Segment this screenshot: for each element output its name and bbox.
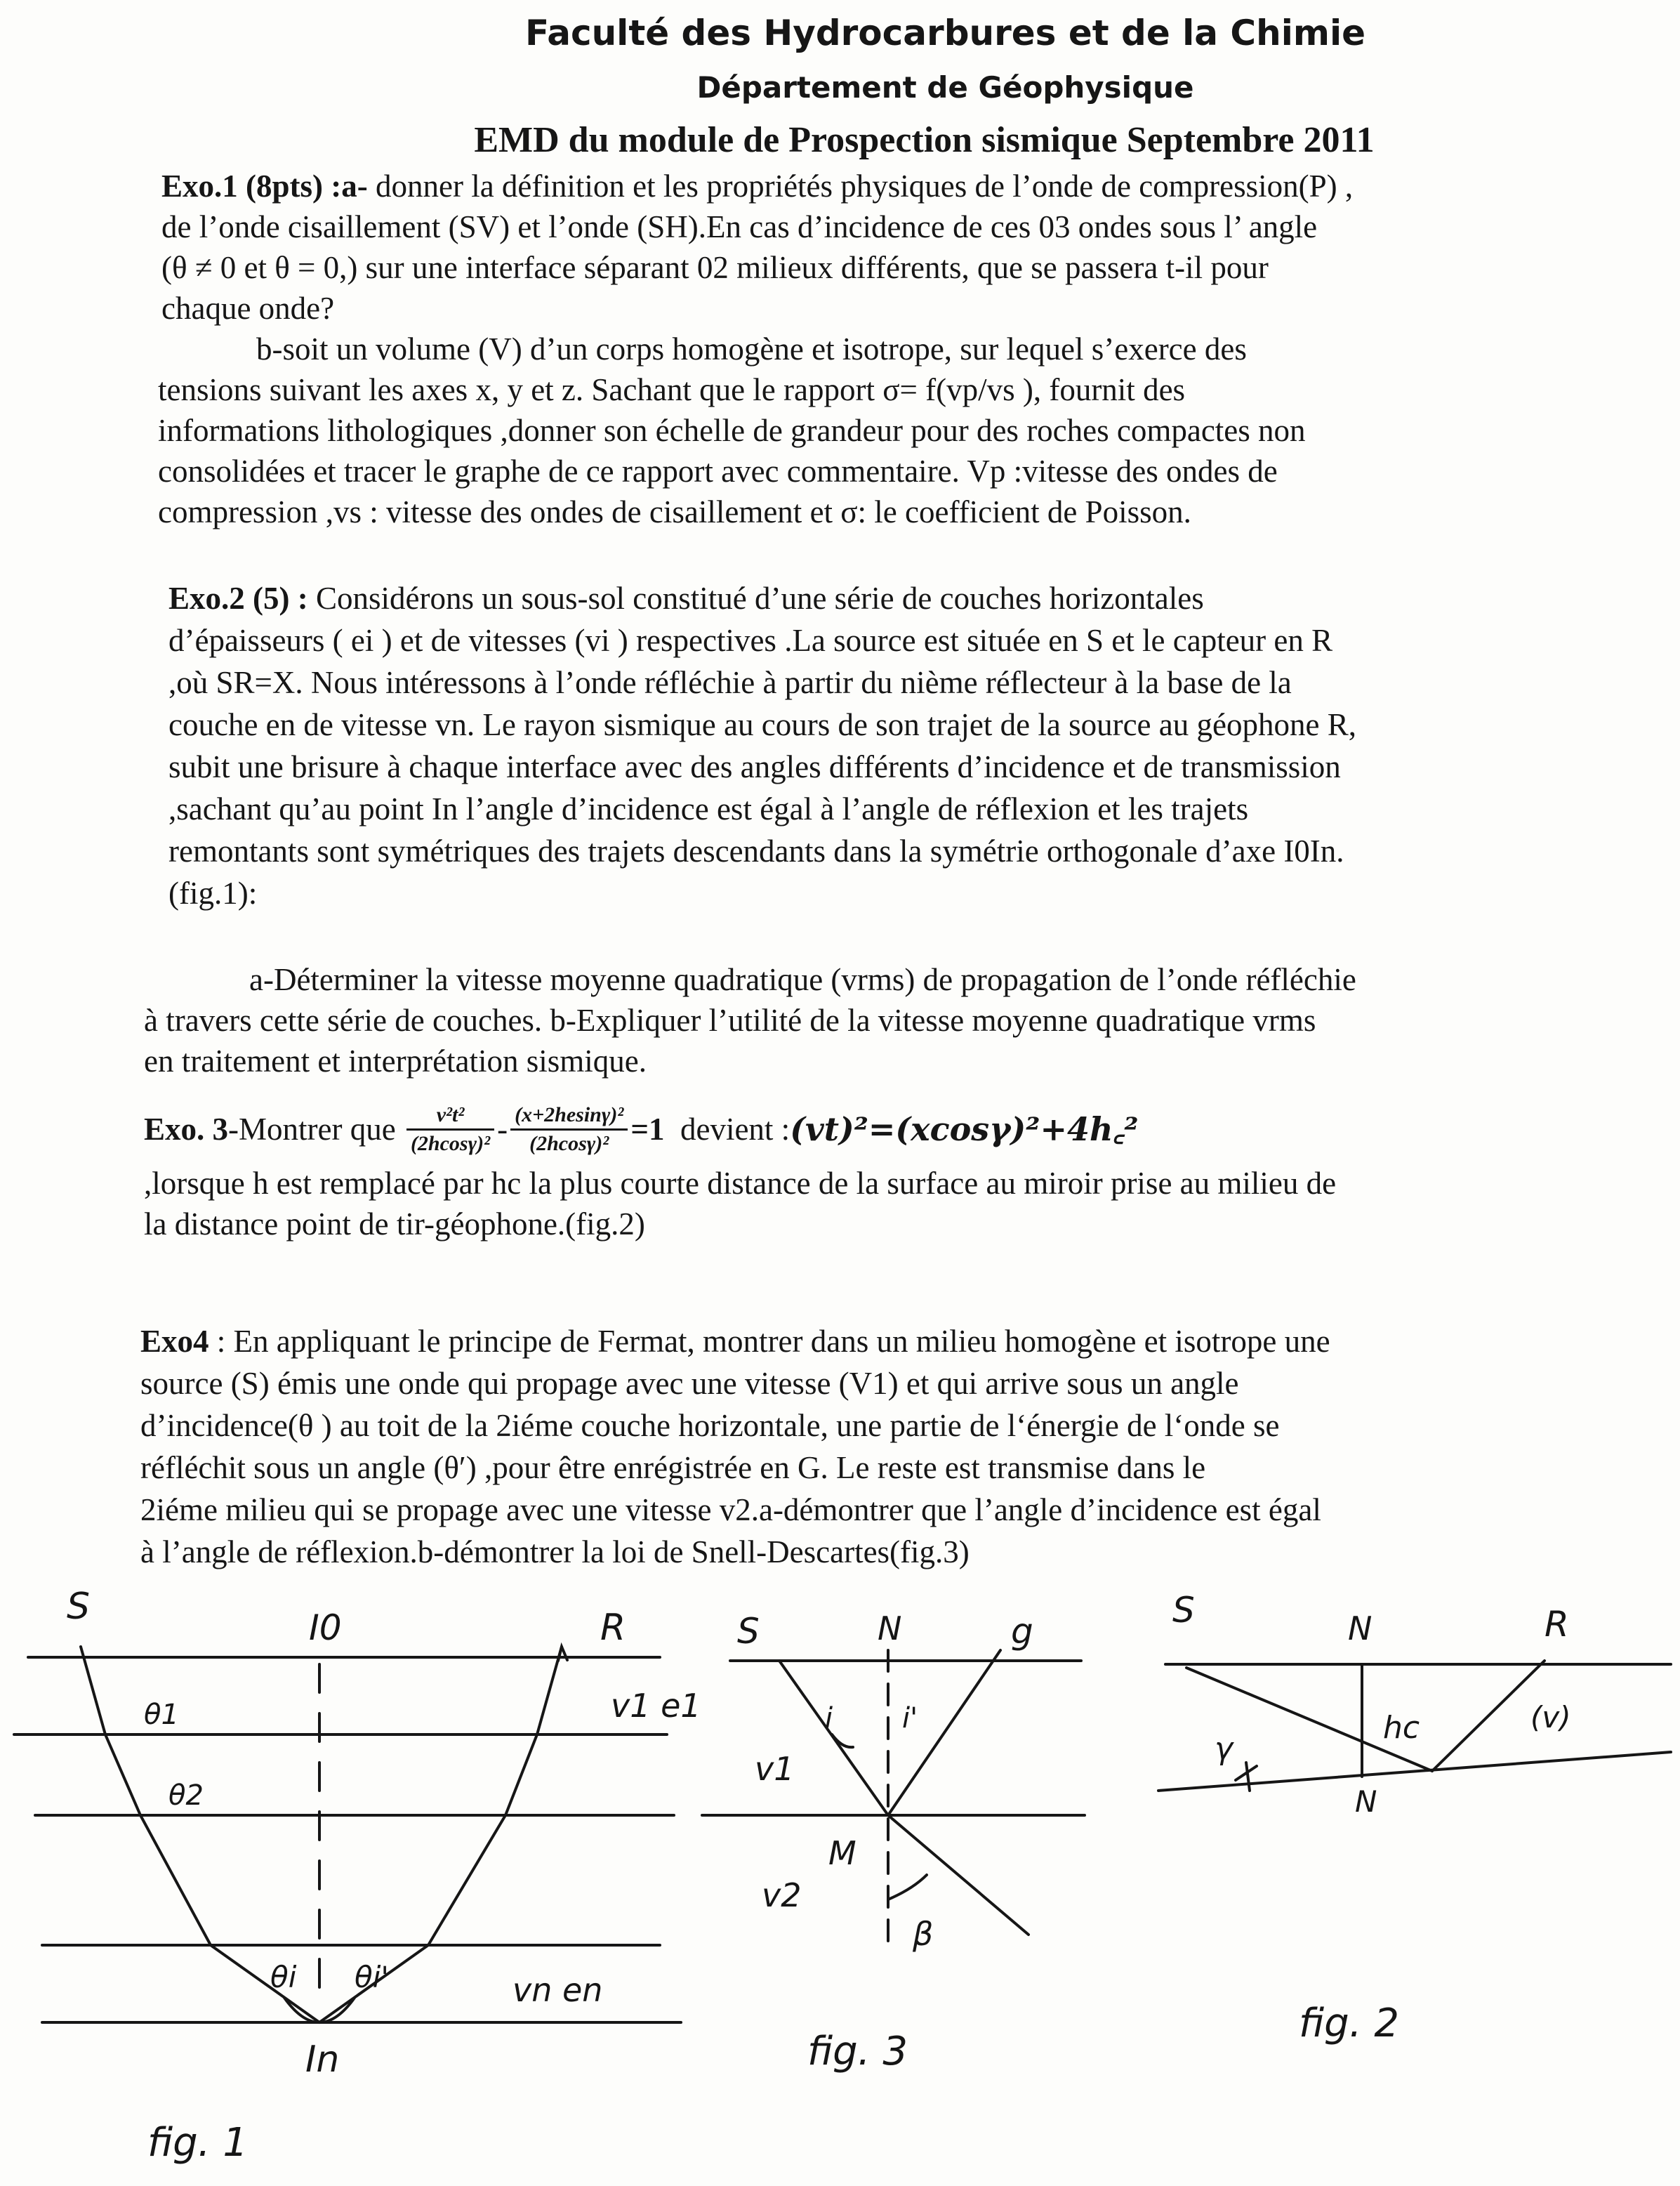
fig1-label-theta1: θ1 [144,1699,179,1731]
exo2-line: subit une brisure à chaque interface avec des angles différents d’incidence et de transmission [168,749,1341,784]
fig1-label-theta-i-prime: θi' [355,1960,389,1994]
exo1-line: tensions suivant les axes x, y et z. Sachant que le rapport σ= f(vp/vs ), fournit des [158,372,1186,407]
fig2-label-v: (v) [1530,1700,1571,1734]
fig2-caption: fig. 2 [1299,2001,1399,2046]
exo1-line: compression ,vs : vitesse des ondes de cisaillement et σ: le coefficient de Poisson. [158,494,1191,529]
fig3-label-S: S [737,1611,760,1652]
exo2-line: couche en de vitesse vn. Le rayon sismique au cours de son trajet de la source au géophone R, [168,707,1356,742]
fig2-label-N: N [1348,1609,1373,1647]
exo2-subline: en traitement et interprétation sismique. [144,1043,647,1079]
becomes-text: devient : [664,1112,791,1147]
fig1-label-v1e1: v1 e1 [611,1687,701,1725]
exo3-body [144,1095,1336,1244]
exo2-line: ,sachant qu’au point In l’angle d’incidence est égal à l’angle de réflexion et les trajets [168,791,1249,827]
minus-sign: - [497,1112,508,1147]
exo1-part-b [158,329,1306,532]
fig1-label-S: S [67,1586,91,1628]
exo1-line: donner la définition et les propriétés physiques de l’onde de compression(P) , [367,169,1354,204]
equals-one: =1 [630,1112,665,1147]
exo3-intro: -Montrer que [228,1112,404,1147]
exo3-label: Exo. 3 [144,1112,229,1147]
fig1-label-I0: I0 [309,1607,342,1648]
exo4-body [140,1320,1330,1573]
exo2-subline: à travers cette série de couches. b-Expliquer l’utilité de la vitesse moyenne quadratique vrms [144,1003,1316,1038]
frac2-numerator: (x+2hesinγ)² [510,1102,628,1131]
exo2-line: d’épaisseurs ( ei ) et de vitesses (vi ) respectives .La source est située en S et le capteur en R [168,623,1333,658]
fig3-label-v1: v1 [755,1750,795,1788]
exo2-line: (fig.1): [168,876,258,911]
department-title: Département de Géophysique [696,70,1194,105]
faculty-title: Faculté des Hydrocarbures et de la Chimie [524,13,1366,53]
fig3-label-beta: β [913,1915,934,1953]
figure-3 [702,1650,1085,1952]
exo4-line: à l’angle de réflexion.b-démontrer la loi de Snell-Descartes(fig.3) [140,1534,970,1569]
exo4-line: 2iéme milieu qui se propage avec une vitesse v2.a-démontrer que l’angle d’incidence est égal [140,1492,1321,1527]
exo1-line: b-soit un volume (V) d’un corps homogène et isotrope, sur lequel s’exerce des [256,331,1247,367]
result-equation: (vt)²=(xcosγ)²+4h꜀² [790,1110,1139,1148]
fig2-label-hc: hc [1383,1710,1420,1746]
exo2-label: Exo.2 (5) : [168,581,308,616]
exo1-line: consolidées et tracer le graphe de ce rapport avec commentaire. Vp :vitesse des ondes de [158,454,1278,489]
exo4-line: d’incidence(θ ) au toit de la 2iéme couche horizontale, une partie de l‘énergie de l‘onde se [140,1408,1280,1443]
figure-1 [14,1647,681,2022]
fig3-label-v2: v2 [762,1876,802,1914]
fig1-caption: fig. 1 [147,2120,248,2166]
exo3-line: ,lorsque h est remplacé par hc la plus courte distance de la surface au miroir prise au milieu de [144,1166,1337,1201]
frac1-numerator: v²t² [406,1102,494,1131]
fig2-label-S: S [1172,1590,1195,1631]
exo4-line: réfléchit sous un angle (θ′) ,pour être enrégistrée en G. Le reste est transmise dans le [140,1450,1206,1485]
exo4-line: source (S) émis une onde qui propage avec une vitesse (V1) et qui arrive sous un angle [140,1366,1239,1401]
equation-fraction-2 [510,1102,628,1157]
exo2-body [168,577,1356,914]
exo4-line: : En appliquant le principe de Fermat, montrer dans un milieu homogène et isotrope une [209,1324,1330,1359]
fig2-label-N-bottom: N [1355,1784,1377,1819]
fig3-label-N: N [878,1609,902,1647]
fig2-label-R: R [1545,1604,1569,1645]
fig3-label-M: M [828,1834,856,1872]
fig1-label-In: In [305,2039,340,2081]
frac1-denominator: (2hcosγ)² [410,1131,491,1155]
fig1-label-R: R [600,1607,626,1649]
exo4-label: Exo4 [140,1324,209,1359]
exo2-line: Considérons un sous-sol constitué d’une série de couches horizontales [307,581,1204,616]
exo3-line: la distance point de tir-géophone.(fig.2) [144,1206,645,1242]
exo1-label: Exo.1 (8pts) :a- [161,169,368,204]
fig1-label-vnen: vn en [512,1971,603,2009]
exo2-subline: a-Déterminer la vitesse moyenne quadratique (vrms) de propagation de l’onde réfléchie [249,962,1356,997]
fig1-label-theta2: θ2 [168,1779,204,1812]
fig3-label-i-prime: i' [902,1702,918,1734]
fig3-caption: fig. 3 [807,2029,908,2074]
exo2-line: remontants sont symétriques des trajets descendants dans la symétrie orthogonale d’axe I0In. [168,834,1344,869]
exam-title: EMD du module de Prospection sismique Septembre 2011 [474,120,1375,160]
exo1-part-a [161,166,1353,329]
exo1-line: chaque onde? [161,291,335,326]
exo1-line: de l’onde cisaillement (SV) et l’onde (SH).En cas d’incidence de ces 03 ondes sous l’ angle [161,209,1318,244]
exo2-line: ,où SR=X. Nous intéressons à l’onde réfléchie à partir du nième réflecteur à la base de la [168,665,1292,700]
equation-fraction-1 [406,1102,494,1157]
frac2-denominator: (2hcosγ)² [529,1131,609,1155]
fig3-label-i: i [825,1702,833,1734]
exo2-questions [144,959,1356,1081]
exo1-line: (θ ≠ 0 et θ = 0,) sur une interface séparant 02 milieux différents, que se passera t-il pour [161,250,1269,285]
exo1-line: informations lithologiques ,donner son échelle de grandeur pour des roches compactes non [158,413,1306,448]
fig1-label-theta-i: θi [270,1960,297,1994]
fig2-label-gamma: γ [1215,1731,1233,1767]
fig3-label-g: g [1011,1611,1033,1652]
figures-area [0,1580,1680,2186]
